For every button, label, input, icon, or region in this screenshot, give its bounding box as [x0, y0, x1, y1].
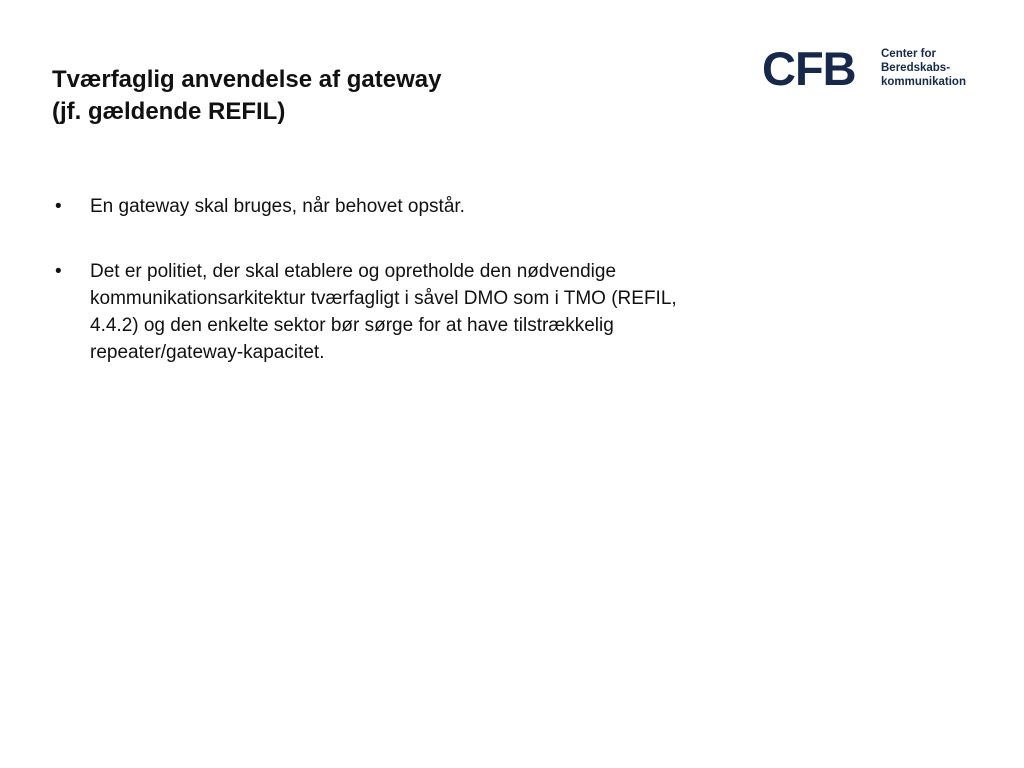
slide-title	[52, 64, 441, 128]
slide-title-line-1: Tværfaglig anvendelse af gateway	[52, 66, 442, 93]
logo-wordmark	[881, 47, 966, 89]
cfb-logo	[762, 42, 992, 95]
bullet-2-line-4: repeater/gateway-kapacitet.	[90, 342, 325, 363]
bullet-item-1	[52, 193, 812, 220]
bullet-list	[52, 193, 812, 366]
bullet-2-line-1: Det er politiet, der skal etablere og opretholde den nødvendige	[90, 261, 617, 282]
logo-text-line-3: kommunikation	[881, 76, 966, 88]
bullet-1-line-1: En gateway skal bruges, når behovet opstår.	[90, 196, 465, 217]
logo-text-line-2: Beredskabs-	[881, 62, 951, 74]
bullet-2-line-2: kommunikationsarkitektur tværfagligt i såvel DMO som i TMO (REFIL,	[90, 288, 677, 309]
bullet-marker: •	[55, 261, 62, 282]
bullet-marker: •	[55, 196, 62, 217]
logo-text-line-1: Center for	[881, 48, 936, 60]
bullet-2-line-3: 4.4.2) og den enkelte sektor bør sørge for at have tilstrækkelig	[90, 315, 614, 336]
bullet-text	[90, 258, 812, 366]
bullet-text	[90, 193, 812, 220]
bullet-item-2	[52, 258, 812, 366]
slide-title-line-2: (jf. gældende REFIL)	[52, 98, 286, 125]
logo-mark: CFB	[762, 42, 856, 95]
